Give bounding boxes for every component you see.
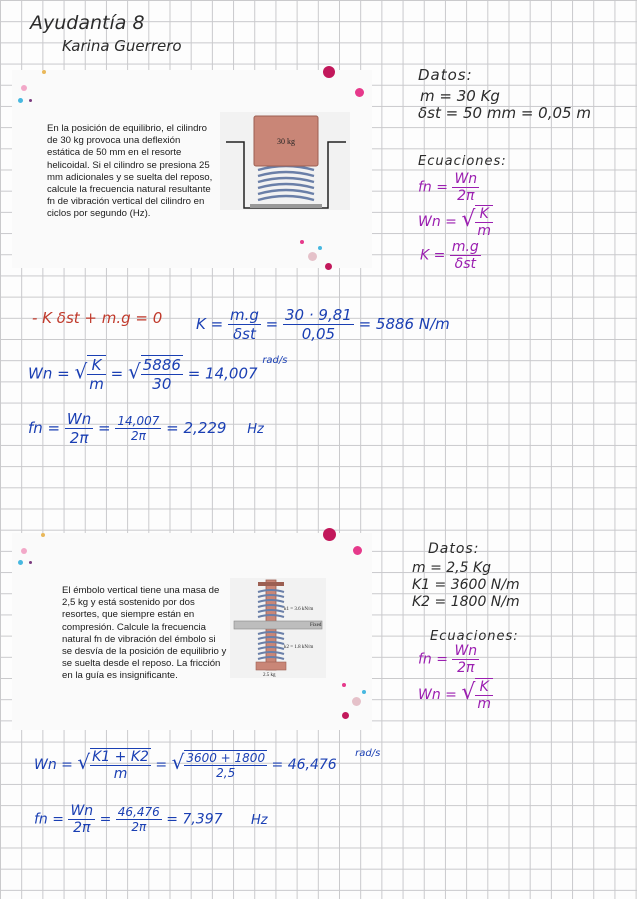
decor-dot	[325, 263, 332, 270]
k2-label: k2 = 1.8 kN/m	[284, 645, 314, 650]
decor-dot	[355, 88, 364, 97]
decor-dot	[318, 246, 322, 250]
datos-heading-2: Datos:	[428, 541, 480, 557]
eq-fn-2: fn = $\frac{Wn}{2\pi}$	[418, 643, 478, 676]
plunger-springs-figure	[230, 578, 326, 678]
page-title: Ayudantía 8	[30, 12, 145, 34]
plunger-mass-label: 2.5 kg	[263, 673, 276, 678]
ecuaciones-heading-1: Ecuaciones:	[418, 154, 507, 169]
cylinder-spring-diagram	[220, 112, 350, 210]
decor-dot	[41, 533, 45, 537]
problem-1-statement: En la posición de equilibrio, el cilindro de 30 kg provoca una deflexión estática de 50 mm en el resorte helicoidal. Si el cilindro se presiona 25 mm adicionales y se suelta del reposo, calcule la frecuencia natural resultante fn de vibración vertical del cilindro en ciclos por segundo (Hz).	[47, 123, 213, 220]
decor-dot	[342, 683, 346, 687]
datos-mass-2: m = 2,5 Kg	[412, 560, 492, 576]
decor-dot	[323, 66, 335, 78]
plunger-springs-diagram	[230, 578, 326, 678]
sol-fn-2: fn = $\frac{Wn}{2\pi}$ = $\frac{46,476}{2\pi}$ = 7,397 Hz	[34, 803, 268, 836]
sol-wn-1: Wn = √ $\frac{K}{m}$ = √ $\frac{5886}{30}$ = 14,007 $^{rad/s}$	[28, 355, 288, 393]
decor-dot	[18, 98, 23, 103]
datos-mass-1: m = 30 Kg	[420, 87, 500, 105]
decor-dot	[352, 697, 361, 706]
decor-dot	[21, 85, 27, 91]
sol-fn-1: fn = $\frac{Wn}{2\pi}$ = $\frac{14,007}{2\pi}$ = 2,229 Hz	[28, 410, 264, 447]
decor-dot	[362, 690, 366, 694]
datos-deflection-1: δst = 50 mm = 0,05 m	[418, 104, 591, 122]
k1-label: k1 = 3.6 kN/m	[284, 607, 314, 612]
decor-dot	[29, 99, 32, 102]
ecuaciones-heading-2: Ecuaciones:	[430, 629, 519, 644]
cylinder-mass-label: 30 kg	[277, 137, 295, 146]
decor-dot	[342, 712, 349, 719]
fixed-label: Fixed	[310, 623, 322, 628]
decor-dot	[29, 561, 32, 564]
decor-dot	[308, 252, 317, 261]
decor-dot	[323, 528, 336, 541]
sol-sum-forces-1: - K δst + m.g = 0	[32, 309, 163, 327]
decor-dot	[21, 548, 27, 554]
eq-k-1: K = $\frac{m.g}{\text{δst}}$	[420, 239, 479, 272]
datos-heading-1: Datos:	[418, 66, 473, 84]
eq-wn-2: Wn = √ $\frac{K}{m}$	[418, 679, 492, 712]
datos-k1-2: K1 = 3600 N/m	[412, 577, 520, 593]
decor-dot	[42, 70, 46, 74]
decor-dot	[18, 560, 23, 565]
cylinder-spring-figure	[220, 112, 350, 210]
eq-wn-1: Wn = √ $\frac{K}{m}$	[418, 206, 492, 239]
problem-2-statement: El émbolo vertical tiene una masa de 2,5 kg y está sostenido por dos resortes, que siempre están en compresión. Calcule la frecuencia natural fn de vibración del émbolo si se desvía de la posición de equilibrio y se suelta desde el reposo. La fricción en la guía es insignificante.	[62, 585, 227, 682]
eq-fn-1: fn = $\frac{Wn}{2\pi}$	[418, 171, 478, 204]
decor-dot	[353, 546, 362, 555]
decor-dot	[300, 240, 304, 244]
sol-wn-2: Wn = √ $\frac{K1 + K2}{m}$ = √ $\frac{3600 + 1800}{2,5}$ = 46,476 $^{rad/s}$	[34, 748, 381, 782]
sol-k-1: K = $\frac{m.g}{\text{δst}}$ = $\frac{30 \cdot 9,81}{0,05}$ = 5886 N/m	[196, 306, 450, 343]
author-name: Karina Guerrero	[62, 37, 182, 55]
datos-k2-2: K2 = 1800 N/m	[412, 594, 520, 610]
